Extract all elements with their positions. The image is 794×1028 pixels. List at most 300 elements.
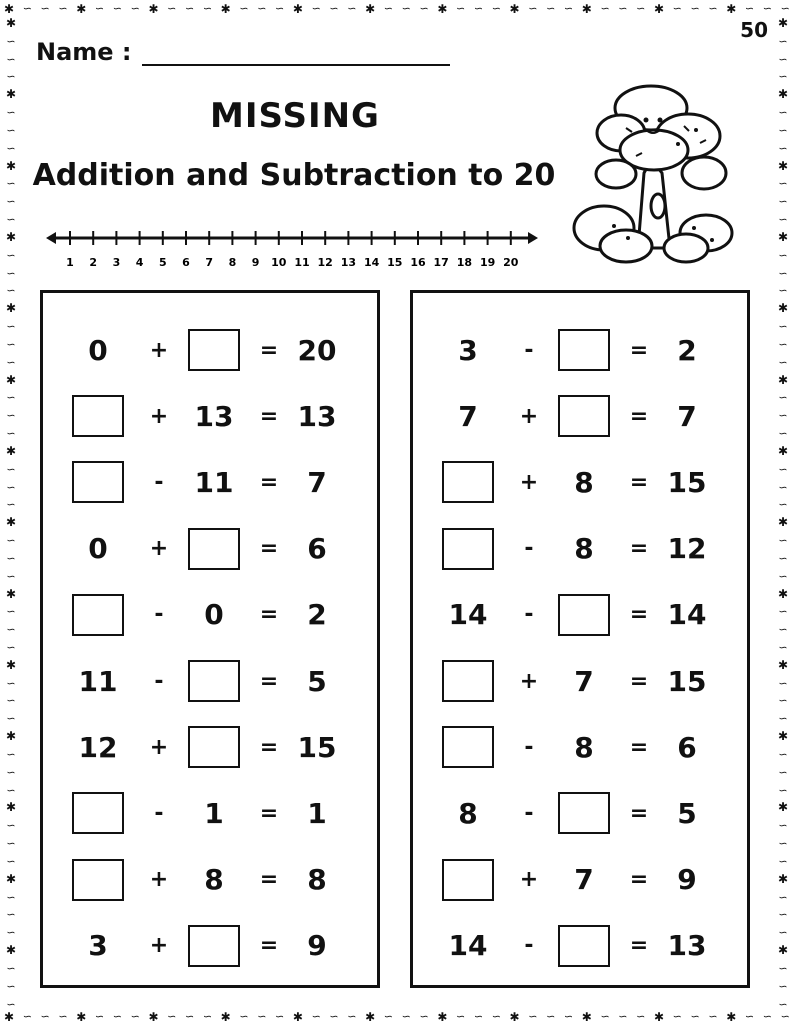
swirl-ornament-icon: ∽ (167, 2, 177, 15)
star-ornament-icon: ✱ (76, 1010, 87, 1024)
equation-cell (183, 325, 245, 375)
result-value: 15 (667, 465, 707, 499)
swirl-ornament-icon: ∽ (778, 747, 788, 761)
equation-row (43, 590, 377, 640)
star-ornament-icon: ✱ (4, 1010, 15, 1024)
swirl-ornament-icon: ∽ (94, 1010, 105, 1023)
answer-box[interactable] (442, 461, 494, 503)
swirl-ornament-icon: ∽ (329, 2, 339, 15)
star-ornament-icon: ✱ (220, 1010, 231, 1024)
star-ornament-icon: ✱ (581, 1010, 592, 1024)
swirl-ornament-icon: ∽ (600, 1010, 610, 1023)
first-operand: 0 (88, 532, 108, 566)
equation-cell (437, 722, 499, 772)
swirl-ornament-icon: ∽ (744, 2, 755, 15)
swirl-ornament-icon: ∽ (708, 1010, 718, 1023)
equals-sign: = (629, 668, 649, 694)
swirl-ornament-icon: ∽ (6, 498, 16, 512)
swirl-ornament-icon: ∽ (6, 605, 16, 619)
swirl-ornament-icon: ∽ (778, 427, 788, 441)
swirl-ornament-icon: ∽ (6, 712, 16, 726)
swirl-ornament-icon: ∽ (778, 498, 788, 512)
swirl-ornament-icon: ∽ (6, 694, 16, 708)
second-operand: 8 (204, 863, 224, 897)
swirl-ornament-icon: ∽ (22, 2, 32, 15)
swirl-ornament-icon: ∽ (6, 106, 16, 120)
equation-cell (183, 722, 245, 772)
star-ornament-icon: ✱ (148, 2, 159, 16)
number-line-tick-label: 19 (479, 256, 496, 269)
equation-row (43, 391, 377, 441)
second-operand: 7 (574, 664, 594, 698)
star-ornament-icon: ✱ (777, 943, 789, 958)
star-ornament-icon: ✱ (5, 372, 17, 387)
star-ornament-icon: ✱ (5, 729, 17, 744)
star-ornament-icon: ✱ (5, 943, 17, 958)
star-ornament-icon: ✱ (777, 729, 789, 744)
swirl-ornament-icon: ∽ (778, 213, 788, 227)
swirl-ornament-icon: ∽ (778, 480, 788, 494)
equation-cell (67, 391, 129, 441)
swirl-ornament-icon: ∽ (6, 534, 16, 548)
swirl-ornament-icon: ∽ (778, 141, 788, 155)
equals-sign: = (629, 602, 649, 628)
swirl-ornament-icon: ∽ (672, 1010, 682, 1023)
swirl-ornament-icon: ∽ (58, 1010, 68, 1023)
operator-sign: - (154, 469, 164, 495)
swirl-ornament-icon: ∽ (690, 2, 700, 15)
number-line-tick-label: 3 (112, 256, 121, 269)
swirl-ornament-icon: ∽ (778, 837, 788, 851)
swirl-ornament-icon: ∽ (6, 997, 16, 1010)
equals-sign: = (259, 668, 279, 694)
result-value: 5 (677, 796, 697, 830)
swirl-ornament-icon: ∽ (6, 854, 16, 868)
number-line-tick-label: 12 (317, 256, 333, 269)
result-value: 2 (677, 333, 697, 367)
number-line (44, 222, 540, 272)
answer-box[interactable] (558, 925, 610, 967)
swirl-ornament-icon: ∽ (778, 569, 788, 583)
number-line-tick-label: 18 (456, 256, 473, 269)
equation-row (43, 457, 377, 507)
swirl-ornament-icon: ∽ (778, 337, 788, 351)
swirl-ornament-icon: ∽ (167, 1010, 177, 1023)
equation-cell (437, 656, 499, 706)
swirl-ornament-icon: ∽ (780, 2, 790, 15)
swirl-ornament-icon: ∽ (94, 2, 105, 15)
second-operand: 8 (574, 465, 594, 499)
swirl-ornament-icon: ∽ (6, 837, 16, 851)
swirl-ornament-icon: ∽ (6, 569, 16, 583)
swirl-ornament-icon: ∽ (528, 1010, 538, 1023)
swirl-ornament-icon: ∽ (6, 52, 16, 66)
swirl-ornament-icon: ∽ (383, 1010, 393, 1023)
equals-sign: = (629, 734, 649, 760)
swirl-ornament-icon: ∽ (202, 2, 213, 15)
result-value: 2 (307, 598, 327, 632)
operator-sign: + (519, 668, 539, 694)
star-ornament-icon: ✱ (777, 229, 789, 244)
equation-cell (553, 391, 615, 441)
swirl-ornament-icon: ∽ (563, 2, 574, 15)
swirl-ornament-icon: ∽ (778, 765, 788, 779)
border-bottom-ornament (4, 1010, 790, 1024)
answer-box[interactable] (558, 395, 610, 437)
swirl-ornament-icon: ∽ (778, 52, 788, 66)
swirl-ornament-icon: ∽ (6, 409, 16, 423)
equation-row (413, 722, 747, 772)
swirl-ornament-icon: ∽ (6, 284, 16, 298)
swirl-ornament-icon: ∽ (347, 2, 357, 15)
operator-sign: + (149, 734, 169, 760)
swirl-ornament-icon: ∽ (762, 2, 772, 15)
equation-row (43, 788, 377, 838)
swirl-ornament-icon: ∽ (778, 819, 788, 833)
equals-sign: = (259, 734, 279, 760)
swirl-ornament-icon: ∽ (778, 676, 788, 690)
swirl-ornament-icon: ∽ (778, 961, 788, 975)
star-ornament-icon: ✱ (777, 871, 789, 886)
swirl-ornament-icon: ∽ (690, 1010, 700, 1023)
answer-box[interactable] (558, 792, 610, 834)
star-ornament-icon: ✱ (5, 657, 17, 672)
swirl-ornament-icon: ∽ (130, 2, 140, 15)
star-ornament-icon: ✱ (777, 515, 789, 530)
star-ornament-icon: ✱ (777, 586, 789, 601)
swirl-ornament-icon: ∽ (40, 1010, 50, 1023)
second-operand: 8 (574, 532, 594, 566)
answer-box[interactable] (72, 461, 124, 503)
result-value: 1 (307, 796, 327, 830)
answer-box[interactable] (72, 859, 124, 901)
star-ornament-icon: ✱ (5, 515, 17, 530)
worksheet-title: MISSING (210, 96, 380, 136)
equation-cell (437, 855, 499, 905)
swirl-ornament-icon: ∽ (58, 2, 68, 15)
swirl-ornament-icon: ∽ (239, 1010, 249, 1023)
equation-row (43, 325, 377, 375)
swirl-ornament-icon: ∽ (112, 1010, 122, 1023)
result-value: 15 (667, 664, 707, 698)
left-problem-panel (40, 290, 380, 988)
star-ornament-icon: ✱ (5, 443, 17, 458)
answer-box[interactable] (188, 726, 240, 768)
result-value: 9 (307, 929, 327, 963)
answer-box[interactable] (72, 395, 124, 437)
operator-sign: + (149, 337, 169, 363)
swirl-ornament-icon: ∽ (778, 997, 788, 1010)
swirl-ornament-icon: ∽ (618, 2, 628, 15)
equals-sign: = (259, 933, 279, 959)
worksheet-subtitle: Addition and Subtraction to 20 (32, 158, 556, 193)
number-line-tick-label: 6 (182, 256, 190, 269)
result-value: 20 (297, 333, 337, 367)
swirl-ornament-icon: ∽ (6, 747, 16, 761)
swirl-ornament-icon: ∽ (347, 1010, 357, 1023)
number-line-tick-label: 17 (433, 256, 449, 269)
swirl-ornament-icon: ∽ (473, 1010, 484, 1023)
swirl-ornament-icon: ∽ (744, 1010, 755, 1023)
swirl-ornament-icon: ∽ (6, 979, 16, 993)
answer-box[interactable] (558, 594, 610, 636)
border-top-ornament (4, 2, 790, 16)
swirl-ornament-icon: ∽ (6, 480, 16, 494)
number-line-tick-label: 5 (158, 256, 167, 269)
swirl-ornament-icon: ∽ (383, 2, 393, 15)
number-line-tick-label: 15 (387, 256, 403, 269)
star-ornament-icon: ✱ (509, 2, 520, 16)
swirl-ornament-icon: ∽ (257, 1010, 267, 1023)
equals-sign: = (259, 867, 279, 893)
equation-row (413, 921, 747, 971)
swirl-ornament-icon: ∽ (6, 391, 16, 405)
equals-sign: = (259, 469, 279, 495)
star-ornament-icon: ✱ (365, 1010, 376, 1024)
answer-box[interactable] (442, 528, 494, 570)
star-ornament-icon: ✱ (437, 1010, 448, 1024)
swirl-ornament-icon: ∽ (546, 1010, 556, 1023)
equation-cell (67, 855, 129, 905)
equation-row (43, 921, 377, 971)
answer-box[interactable] (188, 528, 240, 570)
equation-row (413, 590, 747, 640)
answer-box[interactable] (72, 594, 124, 636)
operator-sign: + (519, 867, 539, 893)
equals-sign: = (259, 602, 279, 628)
star-ornament-icon: ✱ (726, 1010, 737, 1024)
result-value: 13 (297, 399, 337, 433)
swirl-ornament-icon: ∽ (491, 2, 501, 15)
star-ornament-icon: ✱ (777, 800, 789, 815)
equation-cell (67, 590, 129, 640)
first-operand: 8 (458, 796, 478, 830)
right-problem-panel (410, 290, 750, 988)
star-ornament-icon: ✱ (777, 158, 789, 173)
first-operand: 3 (88, 929, 108, 963)
star-ornament-icon: ✱ (777, 301, 789, 316)
swirl-ornament-icon: ∽ (6, 141, 16, 155)
swirl-ornament-icon: ∽ (401, 1010, 411, 1023)
number-line-tick-label: 4 (135, 256, 144, 269)
swirl-ornament-icon: ∽ (6, 213, 16, 227)
border-left-ornament (4, 18, 18, 1010)
swirl-ornament-icon: ∽ (6, 961, 16, 975)
swirl-ornament-icon: ∽ (22, 1010, 32, 1023)
swirl-ornament-icon: ∽ (311, 1010, 321, 1023)
swirl-ornament-icon: ∽ (6, 320, 16, 334)
equation-cell (553, 590, 615, 640)
result-value: 5 (307, 664, 327, 698)
swirl-ornament-icon: ∽ (778, 534, 788, 548)
number-line-tick-label: 9 (251, 256, 260, 269)
result-value: 6 (307, 532, 327, 566)
border-right-ornament (776, 18, 790, 1010)
answer-box[interactable] (442, 726, 494, 768)
swirl-ornament-icon: ∽ (778, 248, 788, 262)
answer-box[interactable] (442, 660, 494, 702)
swirl-ornament-icon: ∽ (778, 391, 788, 405)
swirl-ornament-icon: ∽ (778, 640, 788, 654)
first-operand: 11 (78, 664, 118, 698)
equals-sign: = (629, 337, 649, 363)
first-operand: 7 (458, 399, 478, 433)
equation-row (413, 457, 747, 507)
star-ornament-icon: ✱ (653, 1010, 665, 1024)
first-operand: 0 (88, 333, 108, 367)
star-ornament-icon: ✱ (777, 18, 789, 30)
swirl-ornament-icon: ∽ (778, 177, 788, 191)
star-ornament-icon: ✱ (653, 2, 665, 16)
answer-box[interactable] (188, 329, 240, 371)
swirl-ornament-icon: ∽ (239, 2, 249, 15)
second-operand: 0 (204, 598, 224, 632)
equation-row (43, 656, 377, 706)
swirl-ornament-icon: ∽ (778, 195, 788, 209)
swirl-ornament-icon: ∽ (708, 2, 718, 15)
star-ornament-icon: ✱ (777, 657, 789, 672)
first-operand: 14 (448, 929, 488, 963)
equation-row (43, 855, 377, 905)
swirl-ornament-icon: ∽ (419, 1010, 429, 1023)
equation-row (413, 855, 747, 905)
operator-sign: + (519, 469, 539, 495)
equation-cell (553, 325, 615, 375)
equation-row (413, 524, 747, 574)
result-value: 7 (677, 399, 697, 433)
star-ornament-icon: ✱ (4, 2, 15, 16)
swirl-ornament-icon: ∽ (778, 106, 788, 120)
operator-sign: + (149, 867, 169, 893)
swirl-ornament-icon: ∽ (6, 623, 16, 637)
swirl-ornament-icon: ∽ (456, 1010, 466, 1023)
swirl-ornament-icon: ∽ (546, 2, 556, 15)
swirl-ornament-icon: ∽ (6, 123, 16, 137)
result-value: 6 (677, 730, 697, 764)
star-ornament-icon: ✱ (777, 372, 789, 387)
name-field[interactable] (142, 42, 450, 66)
swirl-ornament-icon: ∽ (778, 284, 788, 298)
swirl-ornament-icon: ∽ (6, 266, 16, 280)
swirl-ornament-icon: ∽ (401, 2, 411, 15)
second-operand: 7 (574, 863, 594, 897)
swirl-ornament-icon: ∽ (672, 2, 682, 15)
first-operand: 3 (458, 333, 478, 367)
star-ornament-icon: ✱ (292, 1010, 303, 1024)
operator-sign: - (524, 933, 534, 959)
number-line-tick-label: 16 (410, 256, 426, 269)
swirl-ornament-icon: ∽ (202, 1010, 213, 1023)
swirl-ornament-icon: ∽ (419, 2, 429, 15)
swirl-ornament-icon: ∽ (40, 2, 50, 15)
swirl-ornament-icon: ∽ (636, 1010, 646, 1023)
swirl-ornament-icon: ∽ (6, 337, 16, 351)
swirl-ornament-icon: ∽ (6, 427, 16, 441)
swirl-ornament-icon: ∽ (6, 908, 16, 922)
star-ornament-icon: ✱ (726, 2, 737, 16)
answer-box[interactable] (72, 792, 124, 834)
number-line-tick-label: 20 (503, 256, 519, 269)
swirl-ornament-icon: ∽ (778, 694, 788, 708)
equation-cell (183, 524, 245, 574)
equation-cell (553, 788, 615, 838)
swirl-ornament-icon: ∽ (778, 123, 788, 137)
operator-sign: + (149, 933, 169, 959)
equation-cell (553, 921, 615, 971)
star-ornament-icon: ✱ (5, 800, 17, 815)
swirl-ornament-icon: ∽ (778, 462, 788, 476)
result-value: 13 (667, 929, 707, 963)
answer-box[interactable] (558, 329, 610, 371)
swirl-ornament-icon: ∽ (778, 409, 788, 423)
swirl-ornament-icon: ∽ (6, 34, 16, 48)
star-ornament-icon: ✱ (5, 18, 17, 30)
swirl-ornament-icon: ∽ (528, 2, 538, 15)
second-operand: 11 (194, 465, 234, 499)
number-line-right-arrow-icon (528, 232, 538, 244)
swirl-ornament-icon: ∽ (6, 676, 16, 690)
equation-row (413, 325, 747, 375)
answer-box[interactable] (188, 925, 240, 967)
swirl-ornament-icon: ∽ (112, 2, 122, 15)
swirl-ornament-icon: ∽ (778, 34, 788, 48)
result-value: 12 (667, 532, 707, 566)
operator-sign: + (149, 536, 169, 562)
swirl-ornament-icon: ∽ (6, 355, 16, 369)
number-line-tick-label: 1 (66, 256, 74, 269)
operator-sign: - (524, 337, 534, 363)
swirl-ornament-icon: ∽ (6, 819, 16, 833)
answer-box[interactable] (188, 660, 240, 702)
star-ornament-icon: ✱ (509, 1010, 520, 1024)
swirl-ornament-icon: ∽ (275, 1010, 285, 1023)
result-value: 15 (297, 730, 337, 764)
swirl-ornament-icon: ∽ (456, 2, 466, 15)
swirl-ornament-icon: ∽ (6, 640, 16, 654)
swirl-ornament-icon: ∽ (778, 320, 788, 334)
swirl-ornament-icon: ∽ (6, 551, 16, 565)
equals-sign: = (629, 536, 649, 562)
star-ornament-icon: ✱ (5, 871, 17, 886)
number-line-tick-label: 13 (340, 256, 357, 269)
equals-sign: = (629, 469, 649, 495)
swirl-ornament-icon: ∽ (563, 1010, 574, 1023)
swirl-ornament-icon: ∽ (618, 1010, 628, 1023)
swirl-ornament-icon: ∽ (778, 70, 788, 84)
star-ornament-icon: ✱ (581, 2, 592, 16)
swirl-ornament-icon: ∽ (6, 462, 16, 476)
operator-sign: + (149, 403, 169, 429)
swirl-ornament-icon: ∽ (275, 2, 285, 15)
star-ornament-icon: ✱ (5, 87, 17, 102)
swirl-ornament-icon: ∽ (6, 248, 16, 262)
second-operand: 1 (204, 796, 224, 830)
star-ornament-icon: ✱ (5, 301, 17, 316)
swirl-ornament-icon: ∽ (778, 783, 788, 797)
second-operand: 8 (574, 730, 594, 764)
operator-sign: - (154, 800, 164, 826)
equals-sign: = (259, 800, 279, 826)
equals-sign: = (259, 403, 279, 429)
star-ornament-icon: ✱ (777, 87, 789, 102)
swirl-ornament-icon: ∽ (130, 1010, 140, 1023)
swirl-ornament-icon: ∽ (778, 266, 788, 280)
star-ornament-icon: ✱ (220, 2, 231, 16)
swirl-ornament-icon: ∽ (311, 2, 321, 15)
answer-box[interactable] (442, 859, 494, 901)
star-ornament-icon: ✱ (76, 2, 87, 16)
number-line-tick-label: 7 (205, 256, 214, 269)
